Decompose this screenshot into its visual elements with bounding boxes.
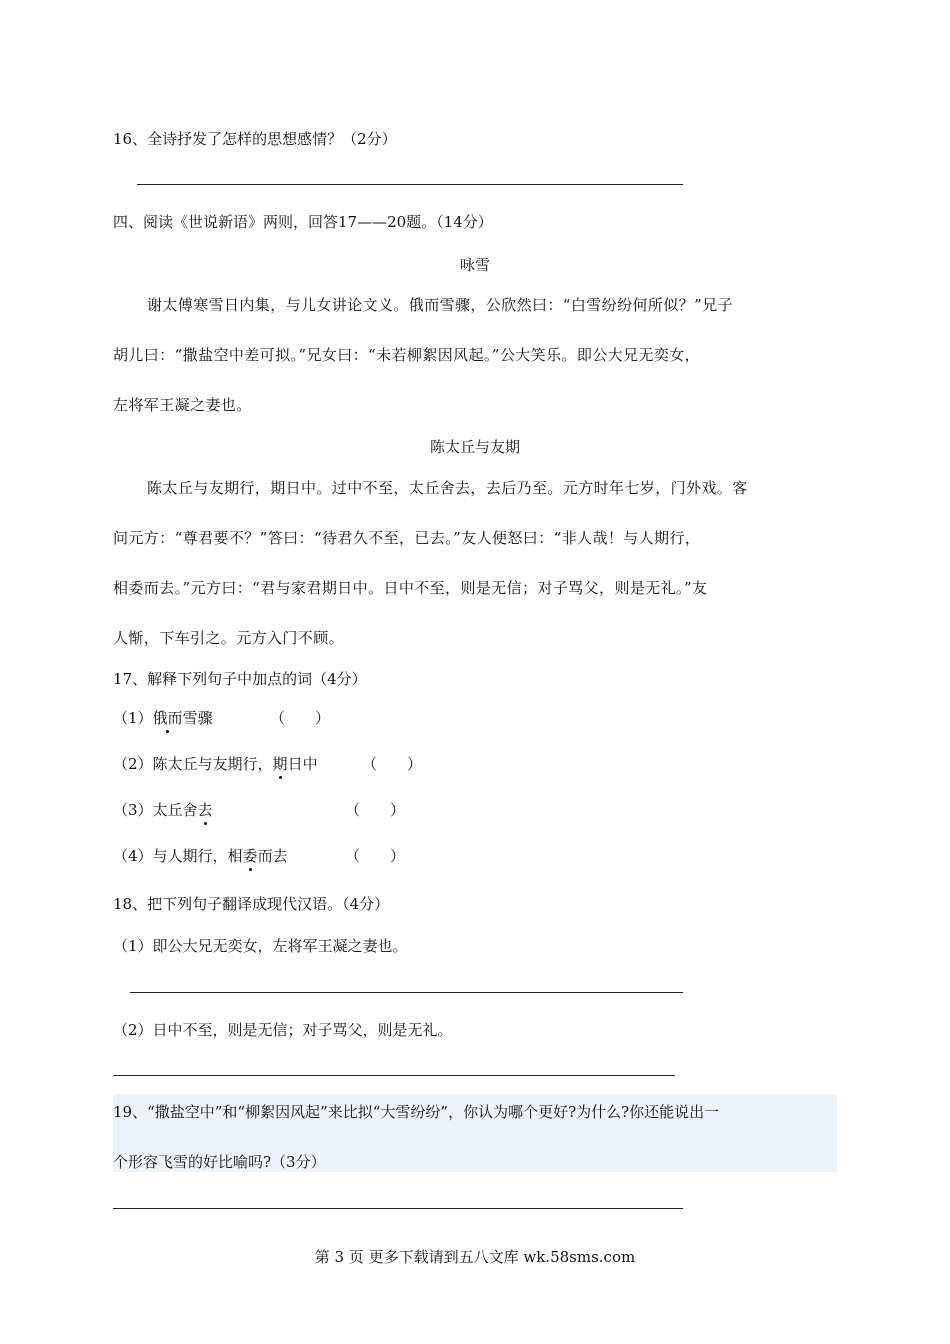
question-19-line-2: 个形容飞雪的好比喻吗?（3分） <box>113 1153 326 1171</box>
story1-line-3: 左将军王凝之妻也。 <box>113 396 252 414</box>
q17-item-4 <box>113 845 288 866</box>
page-footer: 第 3 页 更多下载请到五八文库 wk.58sms.com <box>314 1248 636 1266</box>
q17-item-1-prefix: （1） <box>113 709 153 727</box>
question-16: 16、全诗抒发了怎样的思想感情？（2分） <box>113 130 397 148</box>
story2-line-3: 相委而去。”元方曰：“君与家君期日中。日中不至，则是无信；对子骂父，则是无礼。”友 <box>113 579 708 597</box>
story2-title: 陈太丘与友期 <box>429 438 520 456</box>
story2-line-1: 陈太丘与友期行，期日中。过中不至，太丘舍去，去后乃至。元方时年七岁，门外戏。客 <box>147 479 748 497</box>
answer-line-q18-1 <box>130 992 683 993</box>
q18-item-1: （1）即公大兄无奕女，左将军王凝之妻也。 <box>113 937 408 955</box>
q17-blank-1: （ ） <box>270 709 331 727</box>
dotted-word: 俄而 <box>152 709 183 727</box>
story1-line-1: 谢太傅寒雪日内集，与儿女讲论文义。俄而雪骤，公欣然曰：“白雪纷纷何所似？”兄子 <box>147 296 733 314</box>
question-19-line-1: 19、“撒盐空中”和“柳絮因风起”来比拟“大雪纷纷”，你认为哪个更好?为什么?你还能说出一 <box>113 1103 720 1121</box>
story2-line-4: 人惭，下车引之。元方入门不顾。 <box>113 629 345 647</box>
q17-item-2 <box>113 753 318 774</box>
dotted-word: 委 <box>242 847 258 865</box>
story1-title: 咏雪 <box>459 256 490 274</box>
q17-item-1-rest: 雪骤 <box>182 709 213 727</box>
question-18: 18、把下列句子翻译成现代汉语。（4分） <box>113 895 390 913</box>
story2-line-2: 问元方：“尊君要不？”答曰：“待君久不至，已去。”友人便怒曰：“非人哉！与人期行， <box>113 529 701 547</box>
story1-line-2: 胡儿曰：“撒盐空中差可拟。”兄女曰：“未若柳絮因风起。”公大笑乐。即公大兄无奕女， <box>113 346 701 364</box>
section-4-heading: 四、阅读《世说新语》两则，回答17——20题。（14分） <box>113 213 493 231</box>
q17-blank-2: （ ） <box>362 755 423 773</box>
q17-item-3-prefix: （3）太丘舍 <box>113 801 198 819</box>
answer-line-q19 <box>113 1208 683 1209</box>
dotted-word: 期 <box>272 755 288 773</box>
q18-item-2: （2）日中不至，则是无信；对子骂父，则是无礼。 <box>113 1021 453 1039</box>
question-17: 17、解释下列句子中加点的词（4分） <box>113 670 367 688</box>
q17-blank-4: （ ） <box>345 847 406 865</box>
q17-item-2-prefix: （2）陈太丘与友期行， <box>113 755 273 773</box>
q17-item-2-rest: 日中 <box>287 755 318 773</box>
answer-line-q16 <box>137 184 683 185</box>
q17-item-4-prefix: （4）与人期行，相 <box>113 847 243 865</box>
dotted-word: 去 <box>197 801 213 819</box>
q17-item-4-rest: 而去 <box>257 847 288 865</box>
answer-line-q18-2 <box>113 1075 675 1076</box>
q17-item-1 <box>113 707 213 728</box>
q17-blank-3: （ ） <box>345 801 406 819</box>
q17-item-3 <box>113 799 213 820</box>
